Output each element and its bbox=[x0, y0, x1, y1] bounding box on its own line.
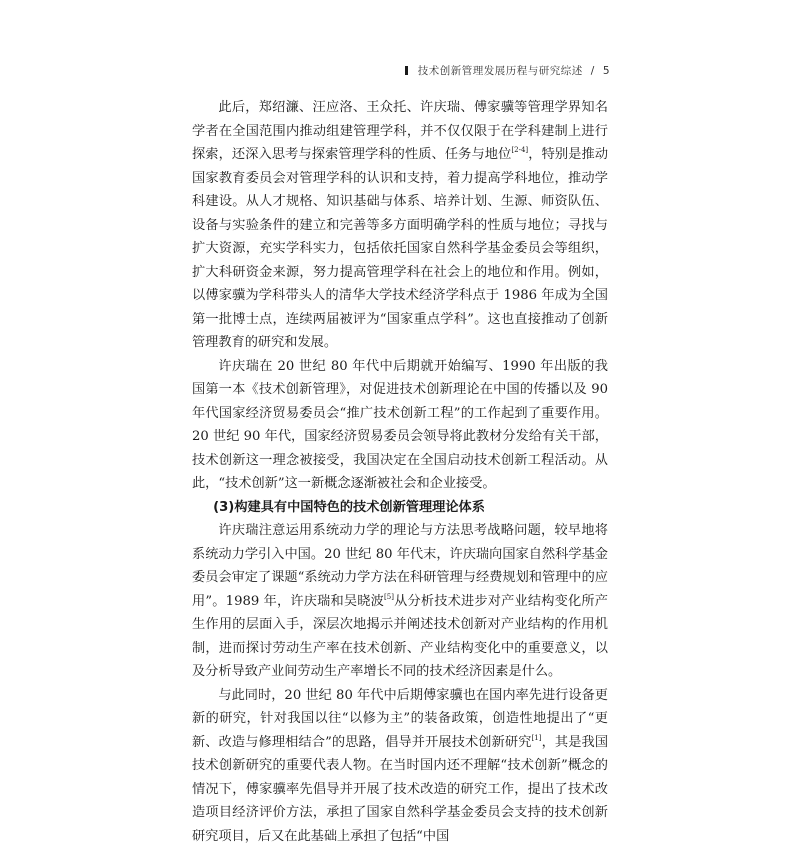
paragraph-1 bbox=[192, 96, 608, 355]
paragraph-4-text-a: 与此同时，20 世纪 80 年代中后期傅家骥也在国内率先进行设备更新的研究，针对我国以往“以修为主”的装备政策，创造性地提出了“更新、改造与修理相结合”的思路，倡导并开展技术创新研究 bbox=[192, 688, 608, 750]
section-heading: (3)构建具有中国特色的技术创新管理理论体系 bbox=[192, 496, 608, 520]
running-header bbox=[405, 63, 610, 78]
citation-ref-5: [5] bbox=[384, 593, 394, 601]
paragraph-3 bbox=[192, 519, 608, 684]
body-text bbox=[192, 96, 608, 848]
header-separator: / bbox=[591, 65, 595, 77]
paragraph-1-text-a: 此后，郑绍濂、汪应洛、王众托、许庆瑞、傅家骥等管理学界知名学者在全国范围内推动组建管理学科，并不仅仅限于在学科建制上进行探索，还深入思考与探索管理学科的性质、任务与地位 bbox=[192, 100, 608, 162]
citation-ref-2-4: [2-4] bbox=[511, 146, 528, 154]
paragraph-4-text-b: ，其是我国技术创新研究的重要代表人物。在当时国内还不理解“技术创新”概念的情况下，傅家骥率先倡导并开展了技术改造的研究工作，提出了技术改造项目经济评价方法，承担了国家自然科学基金委员会支持的技术创新研究项目，后又在此基础上承担了包括“中国 bbox=[192, 735, 608, 844]
paragraph-4 bbox=[192, 684, 608, 848]
chapter-title: 技术创新管理发展历程与研究综述 bbox=[418, 65, 583, 77]
paragraph-2: 许庆瑞在 20 世纪 80 年代中后期就开始编写、1990 年出版的我国第一本《技术创新管理》，对促进技术创新理论在中国的传播以及 90 年代国家经济贸易委员会“推广技术创新工程”的工作起到了重要作用。20 世纪 90 年代，国家经济贸易委员会领导将此教材分发给有关干部，技术创新这一理念被接受，我国决定在全国启动技术创新工程活动。从此，“技术创新”这一新概念逐渐被社会和企业接受。 bbox=[192, 355, 608, 496]
page-number: 5 bbox=[603, 65, 610, 77]
citation-ref-1: [1] bbox=[532, 734, 542, 742]
paragraph-3-text-a: 许庆瑞注意运用系统动力学的理论与方法思考战略问题，较早地将系统动力学引入中国。20 世纪 80 年代末，许庆瑞向国家自然科学基金委员会审定了课题“系统动力学方法在科研管理与经费规划和管理中的应用”。1989 年，许庆瑞和吴晓波 bbox=[192, 523, 608, 609]
chapter-marker-bar bbox=[405, 66, 408, 75]
paragraph-1-text-b: ，特别是推动国家教育委员会对管理学科的认识和支持，着力提高学科地位，推动学科建设。从人才规格、知识基础与体系、培养计划、生源、师资队伍、设备与实验条件的建立和完善等多方面明确学科的性质与地位；寻找与扩大资源，充实学科实力，包括依托国家自然科学基金委员会等组织，扩大科研资金来源，努力提高管理学科在社会上的地位和作用。例如，以傅家骥为学科带头人的清华大学技术经济学科点于 1986 年成为全国第一批博士点，连续两届被评为“国家重点学科”。这也直接推动了创新管理教育的研究和发展。 bbox=[192, 147, 608, 350]
paragraph-3-text-b: 从分析技术进步对产业结构变化所产生作用的层面入手，深层次地揭示并阐述技术创新对产业结构的作用机制，进而探讨劳动生产率在技术创新、产业结构变化中的重要意义，以及分析导致产业间劳动生产率增长不同的技术经济因素是什么。 bbox=[192, 594, 608, 680]
